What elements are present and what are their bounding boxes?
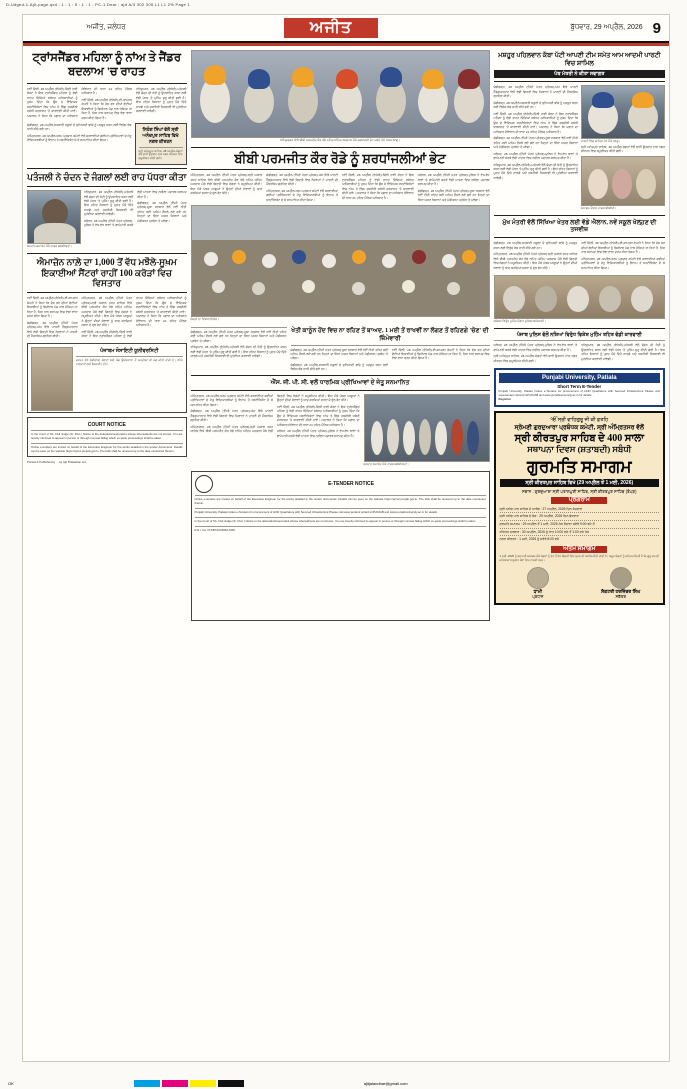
ad-university-subtitle: Short Term E-Tender [557,384,602,390]
samagam-note-title: ਅੰਤਮ ਸਮਾਗਮ [551,546,607,553]
signatory-photo-left [527,567,549,589]
photo-caption-bottom: ਨਸ਼ਿਆਂ ਵਿਰੁੱਧ ਮੁਹਿੰਮ ਦੌਰਾਨ ਪੁਲਿਸ ਅਧਿਕਾਰੀ। [493,319,546,324]
ad-etender-body: Online e-tenders are invited on behalf of the Executive Engineer for the works detailed in the tender documents. Details can be seen on the website https://eproc.punjab.gov.in. The bids shall be received up to the date mentioned therein. [194,497,486,506]
column-right [494,50,665,1059]
masthead-right [473,20,669,37]
masthead-city: ਅਜੀਤ, ਜਲੰਧਰ [86,24,126,31]
samagam-program-item: ਗੁਰਮਤਿ ਸਮਾਗਮ : 29 ਅਪ੍ਰੈਲ ਤੋਂ 1 ਮਈ, 2026 ਤੱਕ ਰੋਜ਼ਾਨਾ ਸਵੇਰੇ 9:00 ਵਜੇ ਤੋਂ [500,521,659,529]
swatch-yellow [190,1080,216,1087]
ad-photo [31,347,73,411]
ad-etender[interactable] [191,471,490,621]
signatory-right-name: ਸੈਕਟਰੀ ਹਰਜਿੰਦਰ ਸਿੰਘ [601,588,641,594]
subhead-minister: ਪੰਥ ਮੰਤਰੀ ਨੇ ਕੀਤਾ ਸਵਾਗਤ [494,70,665,78]
samagam-line3: ਸਥਾਪਨਾ ਦਿਵਸ (ਸ਼ਤਾਬਦੀ) ਸਬੰਧੀ [527,443,632,454]
article-tribute-body: ਅੰਮ੍ਰਿਤਸਰ, 28 ਅਪ੍ਰੈਲ (ਨਿੱਜੀ ਪੱਤਰ ਪ੍ਰੇਰਕ)-ਸ੍ਰੀ ਅਕਾਲ ਤਖ਼ਤ ਸਾਹਿਬ ਵਿਖੇ ਬੀਬੀ ਪਰਮਜੀਤ ਕੌਰ ਰੋਡੇ ਨਮਿੱਤ ਅੰਤਿਮ ਅਰਦਾਸ ਮੌਕੇ ਵੱਡੀ ਗਿਣਤੀ ਵਿਚ ਸੰਗਤਾਂ ਨੇ ਸ਼ਮੂਲੀਅਤ ਕੀਤੀ। ਇਸ ਮੌਕੇ ਪੰਥਕ ਆਗੂਆਂ ਨੇ ਉਨ੍ਹਾਂ ਦੀਆਂ ਸੇਵਾਵਾਂ ਨੂੰ ਯਾਦ ਕਰਦਿਆਂ ਸ਼ਰਧਾ ਦੇ ਫੁੱਲ ਭੇਟ ਕੀਤੇ। ਚੰਡੀਗੜ੍ਹ, 28 ਅਪ੍ਰੈਲ (ਨਿੱਜੀ ਪੱਤਰ ਪ੍ਰੇਰਕ)-ਅੱਜ ਇਥੇ ਪਾਰਟੀ ਹੈੱਡਕੁਆਰਟਰ ਵਿਖੇ ਵੱਡੀ ਗਿਣਤੀ ਵਿਚ ਨੌਜਵਾਨਾਂ ਨੇ ਪਾਰਟੀ ਦੀ ਮੈਂਬਰਸ਼ਿਪ ਗ੍ਰਹਿਣ ਕੀਤੀ। ਅੰਮ੍ਰਿਤਸਰ, 28 ਅਪ੍ਰੈਲ-ਧਰਮ ਪ੍ਰਚਾਰ ਕਮੇਟੀ ਵੱਲੋਂ ਕਰਵਾਈਆਂ ਗਈਆਂ ਪ੍ਰੀਖਿਆਵਾਂ ਦੇ ਜੇਤੂ ਵਿਦਿਆਰਥੀਆਂ ਨੂੰ ਇਨਾਮ ਤੇ ਸਰਟੀਫਿਕੇਟ ਦੇ ਕੇ ਸਨਮਾਨਿਤ ਕੀਤਾ ਗਿਆ। ਨਵੀਂ ਦਿੱਲੀ, 28 ਅਪ੍ਰੈਲ (ਏਜੰਸੀ)-ਦਿੱਲੀ ਹਾਈ ਕੋਰਟ ਨੇ ਇਕ ਟ੍ਰਾਂਸਜੈਂਡਰ ਮਹਿਲਾ ਨੂੰ ਵੱਡੀ ਰਾਹਤ ਦਿੰਦਿਆਂ ਸਬੰਧਤ ਅਧਿਕਾਰੀਆਂ ਨੂੰ ਹੁਕਮ ਦਿੱਤਾ ਕਿ ਉਸ ਦੇ ਵਿੱਦਿਅਕ ਸਰਟੀਫਿਕੇਟਾਂ ਵਿਚ ਨਾਂਅ ਤੇ ਲਿੰਗ ਤਬਦੀਲੀ ਸਬੰਧੀ ਦਰਖ਼ਾਸਤ 'ਤੇ ਕਾਰਵਾਈ ਕੀਤੀ ਜਾਵੇ। ਅਦਾਲਤ ਨੇ ਕਿਹਾ ਕਿ ਪਛਾਣ ਦਾ ਅਧਿਕਾਰ ਸੰਵਿਧਾਨ ਦੀ ਧਾਰਾ 21 ਤਹਿਤ ਮੌਲਿਕ ਅਧਿਕਾਰ ਹੈ। ਜਲੰਧਰ, 28 ਅਪ੍ਰੈਲ (ਨਿੱਜੀ ਪੱਤਰ ਪ੍ਰੇਰਕ)-ਪੁਲਿਸ ਨੇ ਵੱਖ-ਵੱਖ ਥਾਵਾਂ 'ਤੇ ਛਾਪੇਮਾਰੀ ਕਰਕੇ ਵੱਡੀ ਮਾਤਰਾ ਵਿਚ ਨਸ਼ੀਲਾ ਪਦਾਰਥ ਬਰਾਮਦ ਕੀਤਾ ਹੈ। ਚੰਡੀਗੜ੍ਹ, 28 ਅਪ੍ਰੈਲ (ਨਿੱਜੀ ਪੱਤਰ ਪ੍ਰੇਰਕ)-ਸੂਬਾ ਸਰਕਾਰ ਵੱਲੋਂ ਨਵੀਂ ਨੀਤੀ ਤਹਿਤ ਕਈ ਅਹਿਮ ਫ਼ੈਸਲੇ ਲਏ ਗਏ ਹਨ ਜਿਨ੍ਹਾਂ ਦਾ ਸਿੱਧਾ ਅਸਰ ਕਿਸਾਨਾਂ ਅਤੇ ਮੰਡੀਕਰਨ ਪ੍ਰਬੰਧ 'ਤੇ ਪਵੇਗਾ। [190,173,490,202]
photo-top-leaders [191,50,490,138]
page-number: 9 [652,19,661,37]
signatory-right-role: ਸਕੱਤਰ [615,593,626,599]
ad-etender-body-3: In the Court of Sh. Civil Judge (Sr. Divn.) Notice to the defendant/respondent whose whereabouts are not known. You are hereby informed to appear in person or through counsel failing which ex-parte proceedings shall be taken. [194,519,477,524]
article-col-b-right: ਖੇਤੀ ਕਾਨੂੰਨ ਹੋਂਦ ਵਿਚ ਨਾ ਰਹਿਣ ਤੋਂ ਬਾਅਦ, 1 ਮਈ ਤੋਂ ਰਾਖਵੀਂ ਨਾ ਲੱਗਣ ਤੋਂ ਰਹਿਣਗੇ 'ਚੋਣ' ਦੀ ਜ਼ਿੰਮੇਵਾਰੀ ਚੰਡੀਗੜ੍ਹ, 28 ਅਪ੍ਰੈਲ (ਨਿੱਜੀ ਪੱਤਰ ਪ੍ਰੇਰਕ)-ਸੂਬਾ ਸਰਕਾਰ ਵੱਲੋਂ ਨਵੀਂ ਨੀਤੀ ਤਹਿਤ ਕਈ ਅਹਿਮ ਫ਼ੈਸਲੇ ਲਏ ਗਏ ਹਨ ਜਿਨ੍ਹਾਂ ਦਾ ਸਿੱਧਾ ਅਸਰ ਕਿਸਾਨਾਂ ਅਤੇ ਮੰਡੀਕਰਨ ਪ੍ਰਬੰਧ 'ਤੇ ਪਵੇਗਾ। ਚੰਡੀਗੜ੍ਹ, 28 ਅਪ੍ਰੈਲ-ਸਰਕਾਰੀ ਸਕੂਲਾਂ ਦੇ ਬੁਨਿਆਦੀ ਢਾਂਚੇ ਨੂੰ ਮਜ਼ਬੂਤ ਕਰਨ ਲਈ ਵਿਸ਼ੇਸ਼ ਫੰਡ ਜਾਰੀ ਕੀਤੇ ਗਏ ਹਨ। ਨਵੀਂ ਦਿੱਲੀ, 28 ਅਪ੍ਰੈਲ (ਏਜੰਸੀ)-ਈ-ਕਾਮਰਸ ਕੰਪਨੀ ਨੇ ਕਿਹਾ ਕਿ ਦੇਸ਼ ਭਰ ਦੀਆਂ ਛੋਟੀਆਂ ਇਕਾਈਆਂ ਨੂੰ ਡਿਜੀਟਲ ਮੰਚ ਨਾਲ ਜੋੜਿਆ ਜਾ ਰਿਹਾ ਹੈ, ਜਿਸ ਨਾਲ ਬਰਾਮਦ ਵਿਚ ਵੱਡਾ ਵਾਧਾ ਦਰਜ ਕੀਤਾ ਗਿਆ ਹੈ। [290,327,490,372]
article-wrestler-body: ਚੰਡੀਗੜ੍ਹ, 28 ਅਪ੍ਰੈਲ (ਨਿੱਜੀ ਪੱਤਰ ਪ੍ਰੇਰਕ)-ਅੱਜ ਇਥੇ ਪਾਰਟੀ ਹੈੱਡਕੁਆਰਟਰ ਵਿਖੇ ਵੱਡੀ ਗਿਣਤੀ ਵਿਚ ਨੌਜਵਾਨਾਂ ਨੇ ਪਾਰਟੀ ਦੀ ਮੈਂਬਰਸ਼ਿਪ ਗ੍ਰਹਿਣ ਕੀਤੀ। ਚੰਡੀਗੜ੍ਹ, 28 ਅਪ੍ਰੈਲ-ਸਰਕਾਰੀ ਸਕੂਲਾਂ ਦੇ ਬੁਨਿਆਦੀ ਢਾਂਚੇ ਨੂੰ ਮਜ਼ਬੂਤ ਕਰਨ ਲਈ ਵਿਸ਼ੇਸ਼ ਫੰਡ ਜਾਰੀ ਕੀਤੇ ਗਏ ਹਨ। ਨਵੀਂ ਦਿੱਲੀ, 28 ਅਪ੍ਰੈਲ (ਏਜੰਸੀ)-ਦਿੱਲੀ ਹਾਈ ਕੋਰਟ ਨੇ ਇਕ ਟ੍ਰਾਂਸਜੈਂਡਰ ਮਹਿਲਾ ਨੂੰ ਵੱਡੀ ਰਾਹਤ ਦਿੰਦਿਆਂ ਸਬੰਧਤ ਅਧਿਕਾਰੀਆਂ ਨੂੰ ਹੁਕਮ ਦਿੱਤਾ ਕਿ ਉਸ ਦੇ ਵਿੱਦਿਅਕ ਸਰਟੀਫਿਕੇਟਾਂ ਵਿਚ ਨਾਂਅ ਤੇ ਲਿੰਗ ਤਬਦੀਲੀ ਸਬੰਧੀ ਦਰਖ਼ਾਸਤ 'ਤੇ ਕਾਰਵਾਈ ਕੀਤੀ ਜਾਵੇ। ਅਦਾਲਤ ਨੇ ਕਿਹਾ ਕਿ ਪਛਾਣ ਦਾ ਅਧਿਕਾਰ ਸੰਵਿਧਾਨ ਦੀ ਧਾਰਾ 21 ਤਹਿਤ ਮੌਲਿਕ ਅਧਿਕਾਰ ਹੈ। ਚੰਡੀਗੜ੍ਹ, 28 ਅਪ੍ਰੈਲ (ਨਿੱਜੀ ਪੱਤਰ ਪ੍ਰੇਰਕ)-ਸੂਬਾ ਸਰਕਾਰ ਵੱਲੋਂ ਨਵੀਂ ਨੀਤੀ ਤਹਿਤ ਕਈ ਅਹਿਮ ਫ਼ੈਸਲੇ ਲਏ ਗਏ ਹਨ ਜਿਨ੍ਹਾਂ ਦਾ ਸਿੱਧਾ ਅਸਰ ਕਿਸਾਨਾਂ ਅਤੇ ਮੰਡੀਕਰਨ ਪ੍ਰਬੰਧ 'ਤੇ ਪਵੇਗਾ। ਜਲੰਧਰ, 28 ਅਪ੍ਰੈਲ (ਨਿੱਜੀ ਪੱਤਰ ਪ੍ਰੇਰਕ)-ਪੁਲਿਸ ਨੇ ਵੱਖ-ਵੱਖ ਥਾਵਾਂ 'ਤੇ ਛਾਪੇਮਾਰੀ ਕਰਕੇ ਵੱਡੀ ਮਾਤਰਾ ਵਿਚ ਨਸ਼ੀਲਾ ਪਦਾਰਥ ਬਰਾਮਦ ਕੀਤਾ ਹੈ। ਹਰਿਦੁਆਰ, 28 ਅਪ੍ਰੈਲ (ਏਜੰਸੀ)-ਪਤੰਜਲੀ ਵੱਲੋਂ ਚੰਦਨ ਦੀ ਖੇਤੀ ਨੂੰ ਉਤਸ਼ਾਹਿਤ ਕਰਨ ਲਈ ਵੱਡੀ ਪੱਧਰ 'ਤੇ ਮੁਹਿੰਮ ਸ਼ੁਰੂ ਕੀਤੀ ਗਈ ਹੈ। ਇਸ ਤਹਿਤ ਕਿਸਾਨਾਂ ਨੂੰ ਮੁਫ਼ਤ ਪੌਦੇ ਦਿੱਤੇ ਜਾਣਗੇ ਅਤੇ ਤਕਨੀਕੀ ਸਿਖਲਾਈ ਵੀ ਮੁਹੱਈਆ ਕਰਵਾਈ ਜਾਵੇਗੀ। [493,85,578,180]
inset-body: ਸ੍ਰੀ ਅਨੰਦਪੁਰ ਸਾਹਿਬ, 28 ਅਪ੍ਰੈਲ-ਸੰਗਤਾਂ ਵੱਲੋਂ ਭਾਰੀ ਉਤਸ਼ਾਹ ਨਾਲ ਨਗਰ ਕੀਰਤਨ ਵਿਚ ਸ਼ਮੂਲੀਅਤ ਕੀਤੀ ਗਈ। [138,148,183,161]
photo-caption-top: ਅੰਮ੍ਰਿਤਸਰ ਵਿਖੇ ਬੀਬੀ ਪਰਮਜੀਤ ਕੌਰ ਰੋਡੇ ਨਮਿੱਤ ਅੰਤਿਮ ਅਰਦਾਸ ਮੌਕੇ ਸ਼ਰਧਾਂਜਲੀ ਭੇਟ ਕਰਦੇ ਹੋਏ ਪੰਥਕ ਆਗੂ। [280,138,400,142]
ad-small-body: ਦਫ਼ਤਰ ਵੱਲੋਂ ਲੋੜੀਂਦੀਆਂ ਸੇਵਾਵਾਂ ਲਈ ਯੋਗ ਉਮੀਦਵਾਰਾਂ ਤੋਂ ਅਰਜ਼ੀਆਂ ਦੀ ਮੰਗ ਕੀਤੀ ਜਾਂਦੀ ਹੈ। ਵਧੇਰੇ ਜਾਣਕਾਰੀ ਲਈ ਵੈੱਬਸਾਈਟ ਵੇਖੋ। [76,357,183,366]
headline-wrestler: ਮਸ਼ਹੂਰ ਪਹਿਲਵਾਨ ਕੱਬਾ ਪੱਟੀ ਆਪਣੀ ਟੀਮ ਸਮੇਤ ਆਮ ਆਦਮੀ ਪਾਰਟੀ ਵਿਚ ਸ਼ਾਮਿਲ [498,52,661,68]
article-amazon-body: ਨਵੀਂ ਦਿੱਲੀ, 28 ਅਪ੍ਰੈਲ (ਏਜੰਸੀ)-ਈ-ਕਾਮਰਸ ਕੰਪਨੀ ਨੇ ਕਿਹਾ ਕਿ ਦੇਸ਼ ਭਰ ਦੀਆਂ ਛੋਟੀਆਂ ਇਕਾਈਆਂ ਨੂੰ ਡਿਜੀਟਲ ਮੰਚ ਨਾਲ ਜੋੜਿਆ ਜਾ ਰਿਹਾ ਹੈ, ਜਿਸ ਨਾਲ ਬਰਾਮਦ ਵਿਚ ਵੱਡਾ ਵਾਧਾ ਦਰਜ ਕੀਤਾ ਗਿਆ ਹੈ। ਚੰਡੀਗੜ੍ਹ, 28 ਅਪ੍ਰੈਲ (ਨਿੱਜੀ ਪੱਤਰ ਪ੍ਰੇਰਕ)-ਅੱਜ ਇਥੇ ਪਾਰਟੀ ਹੈੱਡਕੁਆਰਟਰ ਵਿਖੇ ਵੱਡੀ ਗਿਣਤੀ ਵਿਚ ਨੌਜਵਾਨਾਂ ਨੇ ਪਾਰਟੀ ਦੀ ਮੈਂਬਰਸ਼ਿਪ ਗ੍ਰਹਿਣ ਕੀਤੀ। ਅੰਮ੍ਰਿਤਸਰ, 28 ਅਪ੍ਰੈਲ (ਨਿੱਜੀ ਪੱਤਰ ਪ੍ਰੇਰਕ)-ਸ੍ਰੀ ਅਕਾਲ ਤਖ਼ਤ ਸਾਹਿਬ ਵਿਖੇ ਬੀਬੀ ਪਰਮਜੀਤ ਕੌਰ ਰੋਡੇ ਨਮਿੱਤ ਅੰਤਿਮ ਅਰਦਾਸ ਮੌਕੇ ਵੱਡੀ ਗਿਣਤੀ ਵਿਚ ਸੰਗਤਾਂ ਨੇ ਸ਼ਮੂਲੀਅਤ ਕੀਤੀ। ਇਸ ਮੌਕੇ ਪੰਥਕ ਆਗੂਆਂ ਨੇ ਉਨ੍ਹਾਂ ਦੀਆਂ ਸੇਵਾਵਾਂ ਨੂੰ ਯਾਦ ਕਰਦਿਆਂ ਸ਼ਰਧਾ ਦੇ ਫੁੱਲ ਭੇਟ ਕੀਤੇ। ਨਵੀਂ ਦਿੱਲੀ, 28 ਅਪ੍ਰੈਲ (ਏਜੰਸੀ)-ਦਿੱਲੀ ਹਾਈ ਕੋਰਟ ਨੇ ਇਕ ਟ੍ਰਾਂਸਜੈਂਡਰ ਮਹਿਲਾ ਨੂੰ ਵੱਡੀ ਰਾਹਤ ਦਿੰਦਿਆਂ ਸਬੰਧਤ ਅਧਿਕਾਰੀਆਂ ਨੂੰ ਹੁਕਮ ਦਿੱਤਾ ਕਿ ਉਸ ਦੇ ਵਿੱਦਿਅਕ ਸਰਟੀਫਿਕੇਟਾਂ ਵਿਚ ਨਾਂਅ ਤੇ ਲਿੰਗ ਤਬਦੀਲੀ ਸਬੰਧੀ ਦਰਖ਼ਾਸਤ 'ਤੇ ਕਾਰਵਾਈ ਕੀਤੀ ਜਾਵੇ। ਅਦਾਲਤ ਨੇ ਕਿਹਾ ਕਿ ਪਛਾਣ ਦਾ ਅਧਿਕਾਰ ਸੰਵਿਧਾਨ ਦੀ ਧਾਰਾ 21 ਤਹਿਤ ਮੌਲਿਕ ਅਧਿਕਾਰ ਹੈ। [27,296,187,339]
samagam-program-title: ਪ੍ਰੋਗਰਾਮ [551,497,607,504]
article-patanjali-body: ਹਰਿਦੁਆਰ, 28 ਅਪ੍ਰੈਲ (ਏਜੰਸੀ)-ਪਤੰਜਲੀ ਵੱਲੋਂ ਚੰਦਨ ਦੀ ਖੇਤੀ ਨੂੰ ਉਤਸ਼ਾਹਿਤ ਕਰਨ ਲਈ ਵੱਡੀ ਪੱਧਰ 'ਤੇ ਮੁਹਿੰਮ ਸ਼ੁਰੂ ਕੀਤੀ ਗਈ ਹੈ। ਇਸ ਤਹਿਤ ਕਿਸਾਨਾਂ ਨੂੰ ਮੁਫ਼ਤ ਪੌਦੇ ਦਿੱਤੇ ਜਾਣਗੇ ਅਤੇ ਤਕਨੀਕੀ ਸਿਖਲਾਈ ਵੀ ਮੁਹੱਈਆ ਕਰਵਾਈ ਜਾਵੇਗੀ। ਜਲੰਧਰ, 28 ਅਪ੍ਰੈਲ (ਨਿੱਜੀ ਪੱਤਰ ਪ੍ਰੇਰਕ)-ਪੁਲਿਸ ਨੇ ਵੱਖ-ਵੱਖ ਥਾਵਾਂ 'ਤੇ ਛਾਪੇਮਾਰੀ ਕਰਕੇ ਵੱਡੀ ਮਾਤਰਾ ਵਿਚ ਨਸ਼ੀਲਾ ਪਦਾਰਥ ਬਰਾਮਦ ਕੀਤਾ ਹੈ। ਚੰਡੀਗੜ੍ਹ, 28 ਅਪ੍ਰੈਲ (ਨਿੱਜੀ ਪੱਤਰ ਪ੍ਰੇਰਕ)-ਸੂਬਾ ਸਰਕਾਰ ਵੱਲੋਂ ਨਵੀਂ ਨੀਤੀ ਤਹਿਤ ਕਈ ਅਹਿਮ ਫ਼ੈਸਲੇ ਲਏ ਗਏ ਹਨ ਜਿਨ੍ਹਾਂ ਦਾ ਸਿੱਧਾ ਅਸਰ ਕਿਸਾਨਾਂ ਅਤੇ ਮੰਡੀਕਰਨ ਪ੍ਰਬੰਧ 'ਤੇ ਪਵੇਗਾ। [84,190,187,228]
samagam-venue: ਸ੍ਰੀ ਕੀਰਤਪੁਰ ਸਾਹਿਬ ਵਿਖੇ (29 ਅਪ੍ਰੈਲ ਤੋਂ 1 ਮਈ, 2026) [500,479,659,487]
article-col-b-left: ਚੰਡੀਗੜ੍ਹ, 28 ਅਪ੍ਰੈਲ (ਨਿੱਜੀ ਪੱਤਰ ਪ੍ਰੇਰਕ)-ਸੂਬਾ ਸਰਕਾਰ ਵੱਲੋਂ ਨਵੀਂ ਨੀਤੀ ਤਹਿਤ ਕਈ ਅਹਿਮ ਫ਼ੈਸਲੇ ਲਏ ਗਏ ਹਨ ਜਿਨ੍ਹਾਂ ਦਾ ਸਿੱਧਾ ਅਸਰ ਕਿਸਾਨਾਂ ਅਤੇ ਮੰਡੀਕਰਨ ਪ੍ਰਬੰਧ 'ਤੇ ਪਵੇਗਾ। ਹਰਿਦੁਆਰ, 28 ਅਪ੍ਰੈਲ (ਏਜੰਸੀ)-ਪਤੰਜਲੀ ਵੱਲੋਂ ਚੰਦਨ ਦੀ ਖੇਤੀ ਨੂੰ ਉਤਸ਼ਾਹਿਤ ਕਰਨ ਲਈ ਵੱਡੀ ਪੱਧਰ 'ਤੇ ਮੁਹਿੰਮ ਸ਼ੁਰੂ ਕੀਤੀ ਗਈ ਹੈ। ਇਸ ਤਹਿਤ ਕਿਸਾਨਾਂ ਨੂੰ ਮੁਫ਼ਤ ਪੌਦੇ ਦਿੱਤੇ ਜਾਣਗੇ ਅਤੇ ਤਕਨੀਕੀ ਸਿਖਲਾਈ ਵੀ ਮੁਹੱਈਆ ਕਰਵਾਈ ਜਾਵੇਗੀ। [191,325,287,372]
photo-crowd [191,205,490,317]
headline-tribute: ਬੀਬੀ ਪਰਮਜੀਤ ਕੌਰ ਰੋਡੇ ਨੂੰ ਸ਼ਰਧਾਂਜਲੀਆਂ ਭੇਟ [234,150,446,166]
court-notice-body: In the Court of Sh. Civil Judge (Sr. Divn.) Notice to the defendant/respondent whose whereabouts are not known. You are hereby informed to appear in person or through counsel failing which ex-parte proceedings shall be taken. [31,431,183,440]
ad-etender-title: E-TENDER NOTICE [328,481,374,488]
photo-group [364,394,490,462]
samagam-note: 1 ਮਈ, 2026 ਨੂੰ ਸਮਾਪਤੀ ਸਮਾਗਮ ਮੌਕੇ ਸੰਗਤਾਂ ਨੂੰ ਵੱਧ ਤੋਂ ਵੱਧ ਗਿਣਤੀ ਵਿਚ ਪੁੱਜਣ ਦੀ ਅਪੀਲ ਕੀਤੀ ਜਾਂਦੀ ਹੈ। ਸਮੂਹ ਸੰਗਤਾਂ ਨੂੰ ਸਨਿਮਰ ਬੇਨਤੀ ਹੈ ਕਿ ਗੁਰੂ ਘਰ ਦੀ ਮਰਿਆਦਾ ਅਨੁਸਾਰ ਸੇਵਾ ਵਿਚ ਹਾਜ਼ਰੀ ਭਰਨ। [499,553,659,562]
cmyk-swatches [14,1080,244,1087]
photo-caption-portrait: ਸਨਮਾਨ ਸਮਾਰੋਹ ਮੌਕੇ ਹਾਜ਼ਰ ਸ਼ਖ਼ਸੀਅਤਾਂ। [27,244,73,249]
headline-police: ਪੰਜਾਬ ਪੁਲਿਸ ਵੱਲੋਂ ਨਸ਼ਿਆਂ ਵਿਰੁੱਧ ਵਿਸ਼ੇਸ਼ ਮੁਹਿੰਮ ਤਹਿਤ ਵੱਡੀ ਕਾਰਵਾਈ [516,331,642,338]
ad-court-notice[interactable] [27,417,187,458]
signatory-photo-right [610,567,632,589]
ad-etender-footer: R.N.I. No. PUNPUN/2006/17600 [194,528,235,533]
registration-marks: D-Udged-1-Ajit-page.qxd : 1 : 1 : 5 : 1 : 1 : PC-1 Dear : ajit A/3 302 305 L1 L1 2% Page 1 [6,2,190,7]
samagam-program-item: ਸ੍ਰੀ ਅਖੰਡ ਪਾਠ ਸਾਹਿਬ ਦੇ ਭੋਗ : 29 ਅਪ੍ਰੈਲ, 2026 ਦਿਨ ਬੁੱਧਵਾਰ [500,513,659,521]
swatch-black [218,1080,244,1087]
footer-imprint-left: Printed & Published by ... for Ajit Prakashan Ltd. [27,460,87,465]
ad-small-left[interactable] [27,343,187,413]
footer-ok-mark: OK [8,1080,14,1086]
column-left [27,50,187,1059]
article-police-body: ਜਲੰਧਰ, 28 ਅਪ੍ਰੈਲ (ਨਿੱਜੀ ਪੱਤਰ ਪ੍ਰੇਰਕ)-ਪੁਲਿਸ ਨੇ ਵੱਖ-ਵੱਖ ਥਾਵਾਂ 'ਤੇ ਛਾਪੇਮਾਰੀ ਕਰਕੇ ਵੱਡੀ ਮਾਤਰਾ ਵਿਚ ਨਸ਼ੀਲਾ ਪਦਾਰਥ ਬਰਾਮਦ ਕੀਤਾ ਹੈ। ਸ੍ਰੀ ਅਨੰਦਪੁਰ ਸਾਹਿਬ, 28 ਅਪ੍ਰੈਲ-ਸੰਗਤਾਂ ਵੱਲੋਂ ਭਾਰੀ ਉਤਸ਼ਾਹ ਨਾਲ ਨਗਰ ਕੀਰਤਨ ਵਿਚ ਸ਼ਮੂਲੀਅਤ ਕੀਤੀ ਗਈ। ਹਰਿਦੁਆਰ, 28 ਅਪ੍ਰੈਲ (ਏਜੰਸੀ)-ਪਤੰਜਲੀ ਵੱਲੋਂ ਚੰਦਨ ਦੀ ਖੇਤੀ ਨੂੰ ਉਤਸ਼ਾਹਿਤ ਕਰਨ ਲਈ ਵੱਡੀ ਪੱਧਰ 'ਤੇ ਮੁਹਿੰਮ ਸ਼ੁਰੂ ਕੀਤੀ ਗਈ ਹੈ। ਇਸ ਤਹਿਤ ਕਿਸਾਨਾਂ ਨੂੰ ਮੁਫ਼ਤ ਪੌਦੇ ਦਿੱਤੇ ਜਾਣਗੇ ਅਤੇ ਤਕਨੀਕੀ ਸਿਖਲਾਈ ਵੀ ਮੁਹੱਈਆ ਕਰਵਾਈ ਜਾਵੇਗੀ। [493,343,665,363]
headline-cm-education: ਮੁੱਖ ਮੰਤਰੀ ਵੱਲੋਂ ਸਿੱਖਿਆ ਖੇਤਰ ਲਈ ਵੱਡੇ ਐਲਾਨ, ਨਵੇਂ ਸਕੂਲ ਖੋਲ੍ਹਣ ਦੀ ਤਜਵੀਜ਼ [502,218,657,234]
headline-farm-law: ਖੇਤੀ ਕਾਨੂੰਨ ਹੋਂਦ ਵਿਚ ਨਾ ਰਹਿਣ ਤੋਂ ਬਾਅਦ, 1 ਮਈ ਤੋਂ ਰਾਖਵੀਂ ਨਾ ਲੱਗਣ ਤੋਂ ਰਹਿਣਗੇ 'ਚੋਣ' ਦੀ ਜ਼ਿੰਮੇਵਾਰੀ [291,327,489,342]
logo-text: ਅਜੀਤ [284,18,378,38]
samagam-title: ਗੁਰਮਤਿ ਸਮਾਗਮ [526,456,632,476]
headline-patanjali: ਪਤੰਜਲੀ ਨੇ ਚੰਦਨ ਦੇ ਜੰਗਲਾਂ ਲਈ ਰਾਹ ਪੱਧਰਾ ਕੀਤਾ [27,172,187,183]
photo-caption-leaders: ਪਾਰਟੀ ਵਿਚ ਸ਼ਾਮਿਲ ਹੋਣ ਮੌਕੇ ਆਗੂ। [581,139,621,144]
article-cm-body: ਚੰਡੀਗੜ੍ਹ, 28 ਅਪ੍ਰੈਲ-ਸਰਕਾਰੀ ਸਕੂਲਾਂ ਦੇ ਬੁਨਿਆਦੀ ਢਾਂਚੇ ਨੂੰ ਮਜ਼ਬੂਤ ਕਰਨ ਲਈ ਵਿਸ਼ੇਸ਼ ਫੰਡ ਜਾਰੀ ਕੀਤੇ ਗਏ ਹਨ। ਅੰਮ੍ਰਿਤਸਰ, 28 ਅਪ੍ਰੈਲ (ਨਿੱਜੀ ਪੱਤਰ ਪ੍ਰੇਰਕ)-ਸ੍ਰੀ ਅਕਾਲ ਤਖ਼ਤ ਸਾਹਿਬ ਵਿਖੇ ਬੀਬੀ ਪਰਮਜੀਤ ਕੌਰ ਰੋਡੇ ਨਮਿੱਤ ਅੰਤਿਮ ਅਰਦਾਸ ਮੌਕੇ ਵੱਡੀ ਗਿਣਤੀ ਵਿਚ ਸੰਗਤਾਂ ਨੇ ਸ਼ਮੂਲੀਅਤ ਕੀਤੀ। ਇਸ ਮੌਕੇ ਪੰਥਕ ਆਗੂਆਂ ਨੇ ਉਨ੍ਹਾਂ ਦੀਆਂ ਸੇਵਾਵਾਂ ਨੂੰ ਯਾਦ ਕਰਦਿਆਂ ਸ਼ਰਧਾ ਦੇ ਫੁੱਲ ਭੇਟ ਕੀਤੇ। ਨਵੀਂ ਦਿੱਲੀ, 28 ਅਪ੍ਰੈਲ (ਏਜੰਸੀ)-ਈ-ਕਾਮਰਸ ਕੰਪਨੀ ਨੇ ਕਿਹਾ ਕਿ ਦੇਸ਼ ਭਰ ਦੀਆਂ ਛੋਟੀਆਂ ਇਕਾਈਆਂ ਨੂੰ ਡਿਜੀਟਲ ਮੰਚ ਨਾਲ ਜੋੜਿਆ ਜਾ ਰਿਹਾ ਹੈ, ਜਿਸ ਨਾਲ ਬਰਾਮਦ ਵਿਚ ਵੱਡਾ ਵਾਧਾ ਦਰਜ ਕੀਤਾ ਗਿਆ ਹੈ। ਅੰਮ੍ਰਿਤਸਰ, 28 ਅਪ੍ਰੈਲ-ਧਰਮ ਪ੍ਰਚਾਰ ਕਮੇਟੀ ਵੱਲੋਂ ਕਰਵਾਈਆਂ ਗਈਆਂ ਪ੍ਰੀਖਿਆਵਾਂ ਦੇ ਜੇਤੂ ਵਿਦਿਆਰਥੀਆਂ ਨੂੰ ਇਨਾਮ ਤੇ ਸਰਟੀਫਿਕੇਟ ਦੇ ਕੇ ਸਨਮਾਨਿਤ ਕੀਤਾ ਗਿਆ। [493,241,665,270]
article-transgender-body: ਨਵੀਂ ਦਿੱਲੀ, 28 ਅਪ੍ਰੈਲ (ਏਜੰਸੀ)-ਦਿੱਲੀ ਹਾਈ ਕੋਰਟ ਨੇ ਇਕ ਟ੍ਰਾਂਸਜੈਂਡਰ ਮਹਿਲਾ ਨੂੰ ਵੱਡੀ ਰਾਹਤ ਦਿੰਦਿਆਂ ਸਬੰਧਤ ਅਧਿਕਾਰੀਆਂ ਨੂੰ ਹੁਕਮ ਦਿੱਤਾ ਕਿ ਉਸ ਦੇ ਵਿੱਦਿਅਕ ਸਰਟੀਫਿਕੇਟਾਂ ਵਿਚ ਨਾਂਅ ਤੇ ਲਿੰਗ ਤਬਦੀਲੀ ਸਬੰਧੀ ਦਰਖ਼ਾਸਤ 'ਤੇ ਕਾਰਵਾਈ ਕੀਤੀ ਜਾਵੇ। ਅਦਾਲਤ ਨੇ ਕਿਹਾ ਕਿ ਪਛਾਣ ਦਾ ਅਧਿਕਾਰ ਸੰਵਿਧਾਨ ਦੀ ਧਾਰਾ 21 ਤਹਿਤ ਮੌਲਿਕ ਅਧਿਕਾਰ ਹੈ। ਨਵੀਂ ਦਿੱਲੀ, 28 ਅਪ੍ਰੈਲ (ਏਜੰਸੀ)-ਈ-ਕਾਮਰਸ ਕੰਪਨੀ ਨੇ ਕਿਹਾ ਕਿ ਦੇਸ਼ ਭਰ ਦੀਆਂ ਛੋਟੀਆਂ ਇਕਾਈਆਂ ਨੂੰ ਡਿਜੀਟਲ ਮੰਚ ਨਾਲ ਜੋੜਿਆ ਜਾ ਰਿਹਾ ਹੈ, ਜਿਸ ਨਾਲ ਬਰਾਮਦ ਵਿਚ ਵੱਡਾ ਵਾਧਾ ਦਰਜ ਕੀਤਾ ਗਿਆ ਹੈ। ਹਰਿਦੁਆਰ, 28 ਅਪ੍ਰੈਲ (ਏਜੰਸੀ)-ਪਤੰਜਲੀ ਵੱਲੋਂ ਚੰਦਨ ਦੀ ਖੇਤੀ ਨੂੰ ਉਤਸ਼ਾਹਿਤ ਕਰਨ ਲਈ ਵੱਡੀ ਪੱਧਰ 'ਤੇ ਮੁਹਿੰਮ ਸ਼ੁਰੂ ਕੀਤੀ ਗਈ ਹੈ। ਇਸ ਤਹਿਤ ਕਿਸਾਨਾਂ ਨੂੰ ਮੁਫ਼ਤ ਪੌਦੇ ਦਿੱਤੇ ਜਾਣਗੇ ਅਤੇ ਤਕਨੀਕੀ ਸਿਖਲਾਈ ਵੀ ਮੁਹੱਈਆ ਕਰਵਾਈ ਜਾਵੇਗੀ। [27,86,187,120]
samagam-program-item: ਨਗਰ ਕੀਰਤਨ : 1 ਮਈ, 2026 ਨੂੰ ਸਵੇਰੇ 8:00 ਵਜੇ [499,537,559,542]
article-sgpc-body: ਅੰਮ੍ਰਿਤਸਰ, 28 ਅਪ੍ਰੈਲ-ਧਰਮ ਪ੍ਰਚਾਰ ਕਮੇਟੀ ਵੱਲੋਂ ਕਰਵਾਈਆਂ ਗਈਆਂ ਪ੍ਰੀਖਿਆਵਾਂ ਦੇ ਜੇਤੂ ਵਿਦਿਆਰਥੀਆਂ ਨੂੰ ਇਨਾਮ ਤੇ ਸਰਟੀਫਿਕੇਟ ਦੇ ਕੇ ਸਨਮਾਨਿਤ ਕੀਤਾ ਗਿਆ। ਚੰਡੀਗੜ੍ਹ, 28 ਅਪ੍ਰੈਲ (ਨਿੱਜੀ ਪੱਤਰ ਪ੍ਰੇਰਕ)-ਅੱਜ ਇਥੇ ਪਾਰਟੀ ਹੈੱਡਕੁਆਰਟਰ ਵਿਖੇ ਵੱਡੀ ਗਿਣਤੀ ਵਿਚ ਨੌਜਵਾਨਾਂ ਨੇ ਪਾਰਟੀ ਦੀ ਮੈਂਬਰਸ਼ਿਪ ਗ੍ਰਹਿਣ ਕੀਤੀ। ਅੰਮ੍ਰਿਤਸਰ, 28 ਅਪ੍ਰੈਲ (ਨਿੱਜੀ ਪੱਤਰ ਪ੍ਰੇਰਕ)-ਸ੍ਰੀ ਅਕਾਲ ਤਖ਼ਤ ਸਾਹਿਬ ਵਿਖੇ ਬੀਬੀ ਪਰਮਜੀਤ ਕੌਰ ਰੋਡੇ ਨਮਿੱਤ ਅੰਤਿਮ ਅਰਦਾਸ ਮੌਕੇ ਵੱਡੀ ਗਿਣਤੀ ਵਿਚ ਸੰਗਤਾਂ ਨੇ ਸ਼ਮੂਲੀਅਤ ਕੀਤੀ। ਇਸ ਮੌਕੇ ਪੰਥਕ ਆਗੂਆਂ ਨੇ ਉਨ੍ਹਾਂ ਦੀਆਂ ਸੇਵਾਵਾਂ ਨੂੰ ਯਾਦ ਕਰਦਿਆਂ ਸ਼ਰਧਾ ਦੇ ਫੁੱਲ ਭੇਟ ਕੀਤੇ। ਨਵੀਂ ਦਿੱਲੀ, 28 ਅਪ੍ਰੈਲ (ਏਜੰਸੀ)-ਦਿੱਲੀ ਹਾਈ ਕੋਰਟ ਨੇ ਇਕ ਟ੍ਰਾਂਸਜੈਂਡਰ ਮਹਿਲਾ ਨੂੰ ਵੱਡੀ ਰਾਹਤ ਦਿੰਦਿਆਂ ਸਬੰਧਤ ਅਧਿਕਾਰੀਆਂ ਨੂੰ ਹੁਕਮ ਦਿੱਤਾ ਕਿ ਉਸ ਦੇ ਵਿੱਦਿਅਕ ਸਰਟੀਫਿਕੇਟਾਂ ਵਿਚ ਨਾਂਅ ਤੇ ਲਿੰਗ ਤਬਦੀਲੀ ਸਬੰਧੀ ਦਰਖ਼ਾਸਤ 'ਤੇ ਕਾਰਵਾਈ ਕੀਤੀ ਜਾਵੇ। ਅਦਾਲਤ ਨੇ ਕਿਹਾ ਕਿ ਪਛਾਣ ਦਾ ਅਧਿਕਾਰ ਸੰਵਿਧਾਨ ਦੀ ਧਾਰਾ 21 ਤਹਿਤ ਮੌਲਿਕ ਅਧਿਕਾਰ ਹੈ। ਜਲੰਧਰ, 28 ਅਪ੍ਰੈਲ (ਨਿੱਜੀ ਪੱਤਰ ਪ੍ਰੇਰਕ)-ਪੁਲਿਸ ਨੇ ਵੱਖ-ਵੱਖ ਥਾਵਾਂ 'ਤੇ ਛਾਪੇਮਾਰੀ ਕਰਕੇ ਵੱਡੀ ਮਾਤਰਾ ਵਿਚ ਨਸ਼ੀਲਾ ਪਦਾਰਥ ਬਰਾਮਦ ਕੀਤਾ ਹੈ। [190,393,360,438]
article-leaders-side: ਸ੍ਰੀ ਅਨੰਦਪੁਰ ਸਾਹਿਬ, 28 ਅਪ੍ਰੈਲ-ਸੰਗਤਾਂ ਵੱਲੋਂ ਭਾਰੀ ਉਤਸ਼ਾਹ ਨਾਲ ਨਗਰ ਕੀਰਤਨ ਵਿਚ ਸ਼ਮੂਲੀਅਤ ਕੀਤੀ ਗਈ। [581,145,665,154]
ad-samagam[interactable] [494,411,665,605]
samagam-kicker: ੴ ਸ੍ਰੀ ਵਾਹਿਗੁਰੂ ਜੀ ਕੀ ਫ਼ਤਹਿ [550,416,609,423]
print-color-bar [0,1077,687,1089]
article-sidecol: ਚੰਡੀਗੜ੍ਹ, 28 ਅਪ੍ਰੈਲ-ਸਰਕਾਰੀ ਸਕੂਲਾਂ ਦੇ ਬੁਨਿਆਦੀ ਢਾਂਚੇ ਨੂੰ ਮਜ਼ਬੂਤ ਕਰਨ ਲਈ ਵਿਸ਼ੇਸ਼ ਫੰਡ ਜਾਰੀ ਕੀਤੇ ਗਏ ਹਨ। ਅੰਮ੍ਰਿਤਸਰ, 28 ਅਪ੍ਰੈਲ-ਧਰਮ ਪ੍ਰਚਾਰ ਕਮੇਟੀ ਵੱਲੋਂ ਕਰਵਾਈਆਂ ਗਈਆਂ ਪ੍ਰੀਖਿਆਵਾਂ ਦੇ ਜੇਤੂ ਵਿਦਿਆਰਥੀਆਂ ਨੂੰ ਇਨਾਮ ਤੇ ਸਰਟੀਫਿਕੇਟ ਦੇ ਕੇ ਸਨਮਾਨਿਤ ਕੀਤਾ ਗਿਆ। [27,122,132,143]
signatory-left-name: ਧਾਮੀ [533,588,543,594]
headline-sgpc: ਐੱਸ. ਜੀ. ਪੀ. ਸੀ. ਵਲੋਂ ਧਾਰਮਿਕ ਪ੍ਰੀਖਿਆਵਾਂ ਦੇ ਜੇਤੂ ਸਨਮਾਨਿਤ [270,378,410,386]
photo-bottom [494,275,665,319]
headline-transgender: ਟ੍ਰਾਂਸਜੈਂਡਰ ਮਹਿਲਾ ਨੂੰ ਨਾਂਅ ਤੇ ਜੈਂਡਰ ਬਦਲਾਅ 'ਚ ਰਾਹਤ [32,52,182,78]
headline-amazon: ਐਮਾਜ਼ੋਨ ਨਾਲ਼ੇ ਦਾ 1,000 ਤੋਂ ਵੱਧ ਮਝੌਲੇ-ਸੂਖ਼ਮ ਇਕਾਈਆਂ ਸੈਂਟਰਾਂ ਰਾਹੀਂ 100 ਕਰੋੜਾਂ ਵਿਚ ਵਿਸਤਾਰ [36,256,177,289]
masthead-logo [189,18,473,38]
ad-etender-body-2: Punjabi University, Patiala invites e-Tenders for procurement of HOD Quadrature with Secured Infrastructure Please visit www.tenders wizard.in/PUNJAB and www.punjabiuniversity.ac.in for details. [194,510,438,515]
ad-university-body: Punjabi University, Patiala invites e-Tenders for procurement of HOD Quadrature with Secured Infrastructure Please visit www.tenders wizard.in/PUNJAB and www.punjabiuniversity.ac.in for details. [498,389,660,397]
photo-caption-women: ਸਮਾਗਮ ਦੌਰਾਨ ਹਾਜ਼ਰ ਬੀਬੀਆਂ। [581,205,617,210]
samagam-program-item: ਕੀਰਤਨ ਦਰਬਾਰ : 30 ਅਪ੍ਰੈਲ, 2026 ਨੂੰ ਰਾਤ 10:00 ਵਜੇ ਤੋਂ 1:00 ਵਜੇ ਤੱਕ [500,529,659,537]
court-notice-body-2: Online e-tenders are invited on behalf of the Executive Engineer for the works detailed in the tender documents. Details can be seen on the website https://eproc.punjab.gov.in. The bids shall be received up to the date mentioned therein. [31,444,183,453]
ad-university-footer: Registrar [498,396,511,401]
signatory-left-role: ਪ੍ਰਧਾਨ [532,593,544,599]
ad-university-title: Punjabi University, Patiala [499,373,660,383]
samagam-program-item: ਸ੍ਰੀ ਅਖੰਡ ਪਾਠ ਸਾਹਿਬ ਦੇ ਆਰੰਭ : 27 ਅਪ੍ਰੈਲ, 2026 ਦਿਨ ਸੋਮਵਾਰ [500,506,659,514]
photo-portrait [27,190,81,244]
inset-box [135,123,187,165]
swatch-cyan [134,1080,160,1087]
court-notice-title: COURT NOTICE [87,421,126,428]
ad-university[interactable] [494,368,665,407]
ad-small-title: ਪੰਜਾਬਮ ਸੋਸਾਇਟੀ ਯੂਨੀਵਰਸਿਟੀ [100,347,159,354]
photo-caption-group: ਸਨਮਾਨ ਸਮਾਰੋਹ ਮੌਕੇ ਹਾਜ਼ਰ ਸ਼ਖ਼ਸੀਅਤਾਂ। [363,461,409,466]
samagam-line2: ਸ੍ਰੀ ਕੀਰਤਪੁਰ ਸਾਹਿਬ ਦੇ 400 ਸਾਲਾ [514,432,644,444]
samagam-program-list [500,506,659,543]
photo-women [581,156,665,206]
masthead [23,15,669,43]
footer-email: ajitjalandhar@gmail.com [363,1080,408,1086]
swatch-magenta [162,1080,188,1087]
samagam-line1: ਸ੍ਰੋਮਣੀ ਗੁਰਦੁਆਰਾ ਪ੍ਰਬੰਧਕ ਕਮੇਟੀ, ਸ੍ਰੀ ਅੰਮ੍ਰਿਤਸਰ ਵੱਲੋਂ [514,424,644,431]
govt-emblem-icon [195,475,213,493]
page-body [23,46,669,1062]
masthead-date: ਬੁੱਧਵਾਰ, 29 ਅਪ੍ਰੈਲ, 2026 [570,24,643,31]
samagam-place: ਸਥਾਨ : ਗੁਰਦੁਆਰਾ ਸ੍ਰੀ ਪਤਾਲਪੁਰੀ ਸਾਹਿਬ, ਸ੍ਰੀ ਕੀਰਤਪੁਰ ਸਾਹਿਬ (ਰੋਪੜ) [522,488,637,494]
photo-caption-crowd: ਸੰਗਤਾਂ ਦਾ ਵਿਸ਼ਾਲ ਇਕੱਠ। [190,317,220,322]
photo-leaders [581,85,665,139]
column-center [191,50,490,1059]
inset-headline: ਨਿਹੰਗ ਸਿੰਘਾਂ ਵੱਲੋਂ ਸ੍ਰੀ ਅਨੰਦਪੁਰ ਸਾਹਿਬ ਵਿਖੇ ਨਗਰ ਕੀਰਤਨ [142,126,179,144]
newspaper-sheet [22,14,670,1062]
